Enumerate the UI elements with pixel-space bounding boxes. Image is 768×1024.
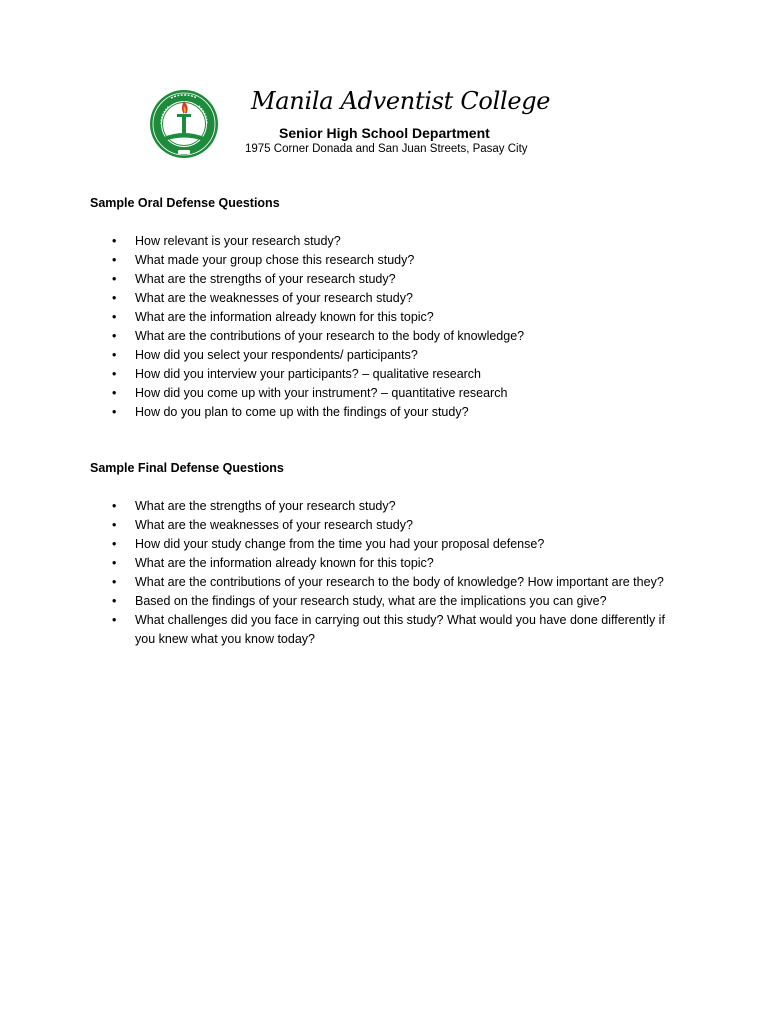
question-text: What challenges did you face in carrying out this study? What would you have done differently if you knew what you know today?	[135, 613, 665, 646]
question-text: How did you select your respondents/ participants?	[135, 348, 418, 362]
college-name: Manila Adventist College	[251, 87, 551, 115]
oral-defense-questions-list	[90, 232, 690, 422]
question-text: How relevant is your research study?	[135, 234, 341, 248]
bullet-icon: •	[112, 234, 117, 248]
list-item	[90, 573, 690, 592]
question-text: What are the strengths of your research study?	[135, 272, 396, 286]
bullet-icon: •	[112, 537, 117, 551]
list-item	[90, 327, 690, 346]
list-item	[90, 289, 690, 308]
question-text: What are the contributions of your research to the body of knowledge?	[135, 329, 525, 343]
question-text: What are the weaknesses of your research study?	[135, 291, 413, 305]
list-item	[90, 251, 690, 270]
bullet-icon: •	[112, 253, 117, 267]
question-text: What are the contributions of your research to the body of knowledge? How important are they?	[135, 575, 664, 589]
bullet-icon: •	[112, 291, 117, 305]
list-item	[90, 611, 690, 649]
list-item	[90, 365, 690, 384]
question-text: How did you interview your participants? – qualitative research	[135, 367, 482, 381]
bullet-icon: •	[112, 518, 117, 532]
list-item	[90, 232, 690, 251]
question-text: How did you come up with your instrument? – quantitative research	[135, 386, 508, 400]
list-item	[90, 403, 690, 422]
college-seal-icon	[149, 89, 219, 159]
bullet-icon: •	[112, 386, 117, 400]
final-defense-questions-list	[90, 497, 690, 649]
bullet-icon: •	[112, 594, 117, 608]
bullet-icon: •	[112, 272, 117, 286]
list-item	[90, 384, 690, 403]
question-text: How do you plan to come up with the findings of your study?	[135, 405, 469, 419]
question-text: What are the information already known for this topic?	[135, 310, 434, 324]
list-item	[90, 592, 690, 611]
bullet-icon: •	[112, 329, 117, 343]
question-text: What are the weaknesses of your research study?	[135, 518, 413, 532]
list-item	[90, 346, 690, 365]
final-defense-heading: Sample Final Defense Questions	[90, 461, 284, 475]
question-text: What made your group chose this research study?	[135, 253, 415, 267]
question-text: What are the information already known for this topic?	[135, 556, 434, 570]
department-name: Senior High School Department	[279, 125, 490, 141]
bullet-icon: •	[112, 348, 117, 362]
list-item	[90, 554, 690, 573]
letterhead	[0, 0, 768, 170]
list-item	[90, 308, 690, 327]
question-text: What are the strengths of your research study?	[135, 499, 396, 513]
bullet-icon: •	[112, 405, 117, 419]
question-text: How did your study change from the time you had your proposal defense?	[135, 537, 545, 551]
bullet-icon: •	[112, 575, 117, 589]
bullet-icon: •	[112, 310, 117, 324]
college-address: 1975 Corner Donada and San Juan Streets, Pasay City	[245, 143, 528, 155]
bullet-icon: •	[112, 367, 117, 381]
list-item	[90, 497, 690, 516]
bullet-icon: •	[112, 613, 117, 627]
question-text: Based on the findings of your research study, what are the implications you can give?	[135, 594, 607, 608]
bullet-icon: •	[112, 556, 117, 570]
list-item	[90, 270, 690, 289]
list-item	[90, 516, 690, 535]
list-item	[90, 535, 690, 554]
bullet-icon: •	[112, 499, 117, 513]
oral-defense-heading: Sample Oral Defense Questions	[90, 196, 280, 210]
